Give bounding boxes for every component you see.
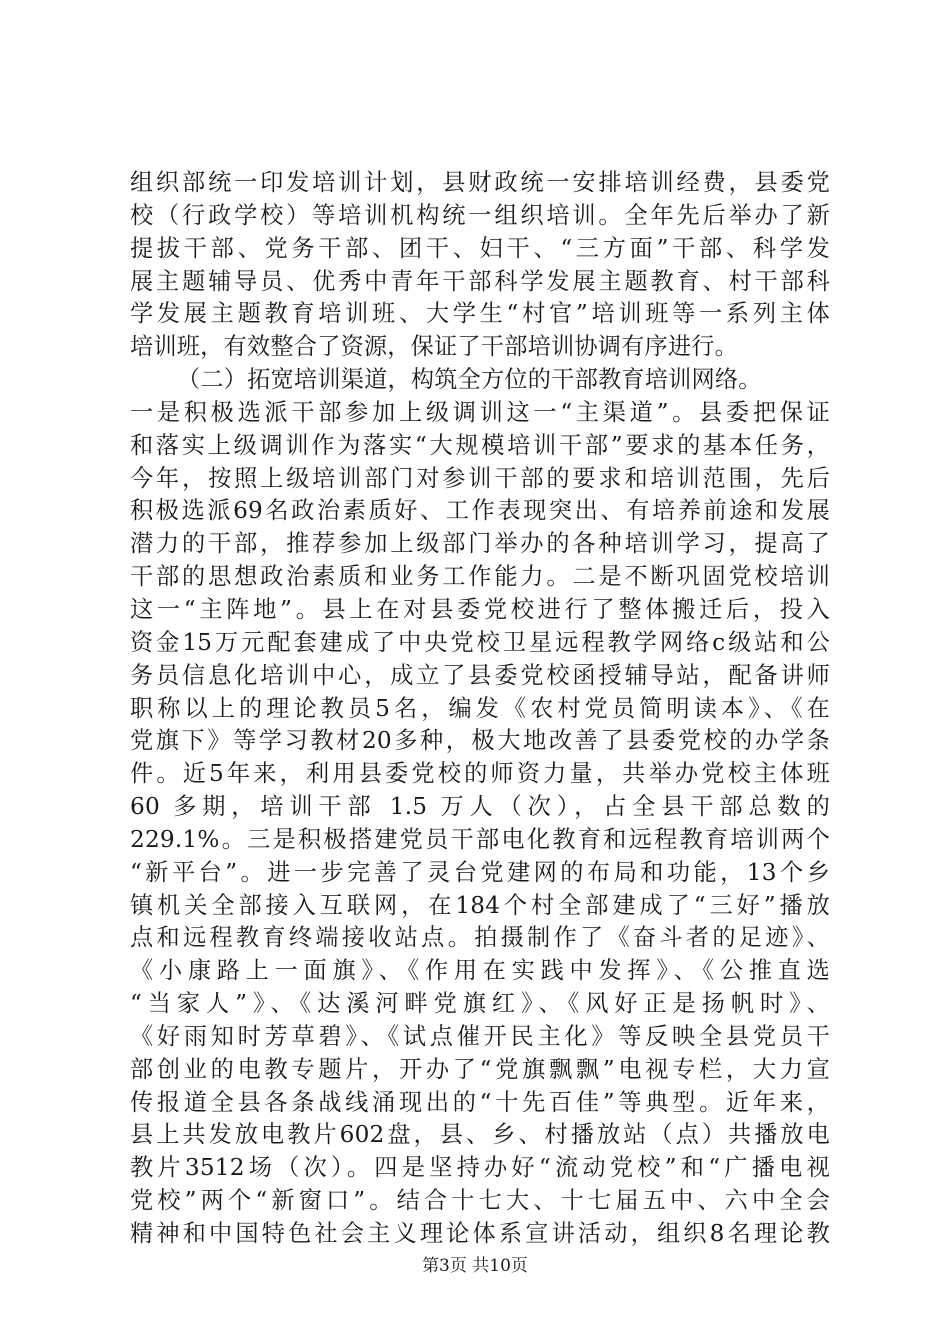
page-number-label: 第3页 共10页 — [422, 1256, 528, 1276]
text-line: 点和远程教育终端接收站点。拍摄制作了《奋斗者的足迹》、 — [130, 924, 830, 952]
text-line: 这一“主阵地”。县上在对县委党校进行了整体搬迁后，投入 — [130, 595, 830, 623]
text-line: 学发展主题教育培训班、大学生“村官”培训班等一系列主体 — [130, 300, 830, 328]
text-line: 务员信息化培训中心，成立了县委党校函授辅导站，配备讲师 — [130, 661, 830, 689]
text-line: 展主题辅导员、优秀中青年干部科学发展主题教育、村干部科 — [130, 267, 830, 295]
text-line: 党旗下》等学习教材20多种，极大地改善了县委党校的办学条 — [130, 727, 830, 755]
text-line: “当家人”》、《达溪河畔党旗红》、《风好正是扬帆时》、 — [130, 990, 830, 1018]
text-line: 传报道全县各条战线涌现出的“十先百佳”等典型。近年来， — [130, 1088, 830, 1116]
text-line: 提拔干部、党务干部、团干、妇干、“三方面”干部、科学发 — [130, 234, 830, 262]
section-heading-line: （二）拓宽培训渠道，构筑全方位的干部教育培训网络。 — [177, 366, 762, 394]
text-line: 229.1%。三是积极搭建党员干部电化教育和远程教育培训两个 — [130, 825, 830, 853]
text-line: 《小康路上一面旗》、《作用在实践中发挥》、《公推直选 — [130, 957, 830, 985]
text-line: 件。近5年来，利用县委党校的师资力量，共举办党校主体班 — [130, 760, 830, 788]
text-line: 县上共发放电教片602盘，县、乡、村播放站（点）共播放电 — [130, 1121, 830, 1149]
text-line: 教片3512场（次）。四是坚持办好“流动党校”和“广播电视 — [130, 1154, 830, 1182]
text-line: 今年，按照上级培训部门对参训干部的要求和培训范围，先后 — [130, 464, 830, 492]
body-text — [130, 167, 830, 1251]
text-line: 一是积极选派干部参加上级调训这一“主渠道”。县委把保证 — [130, 398, 830, 426]
text-line: 干部的思想政治素质和业务工作能力。二是不断巩固党校培训 — [130, 563, 830, 591]
text-line: 《好雨知时芳草碧》、《试点催开民主化》等反映全县党员干 — [130, 1022, 830, 1050]
page-footer — [0, 1255, 950, 1277]
text-line: 党校”两个“新窗口”。结合十七大、十七届五中、六中全会 — [130, 1187, 830, 1215]
text-line: 积极选派69名政治素质好、工作表现突出、有培养前途和发展 — [130, 497, 830, 525]
text-line: 潜力的干部，推荐参加上级部门举办的各种培训学习，提高了 — [130, 530, 830, 558]
text-line: 60 多期，培训干部 1.5 万人（次），占全县干部总数的 — [130, 793, 830, 821]
text-line: “新平台”。进一步完善了灵台党建网的布局和功能，13个乡 — [130, 858, 830, 886]
text-line: 镇机关全部接入互联网，在184个村全部建成了“三好”播放 — [130, 891, 830, 919]
text-line: 职称以上的理论教员5名，编发《农村党员简明读本》、《在 — [130, 694, 830, 722]
text-line: 资金15万元配套建成了中央党校卫星远程教学网络c级站和公 — [130, 628, 830, 656]
text-line: 部创业的电教专题片，开办了“党旗飘飘”电视专栏，大力宣 — [130, 1055, 830, 1083]
text-line: 组织部统一印发培训计划，县财政统一安排培训经费，县委党 — [130, 169, 830, 196]
text-line: 校（行政学校）等培训机构统一组织培训。全年先后举办了新 — [130, 201, 830, 229]
text-line: 精神和中国特色社会主义理论体系宣讲活动，组织8名理论教 — [130, 1220, 830, 1247]
text-line: 培训班，有效整合了资源，保证了干部培训协调有序进行。 — [130, 333, 739, 361]
text-line: 和落实上级调训作为落实“大规模培训干部”要求的基本任务， — [130, 431, 830, 459]
